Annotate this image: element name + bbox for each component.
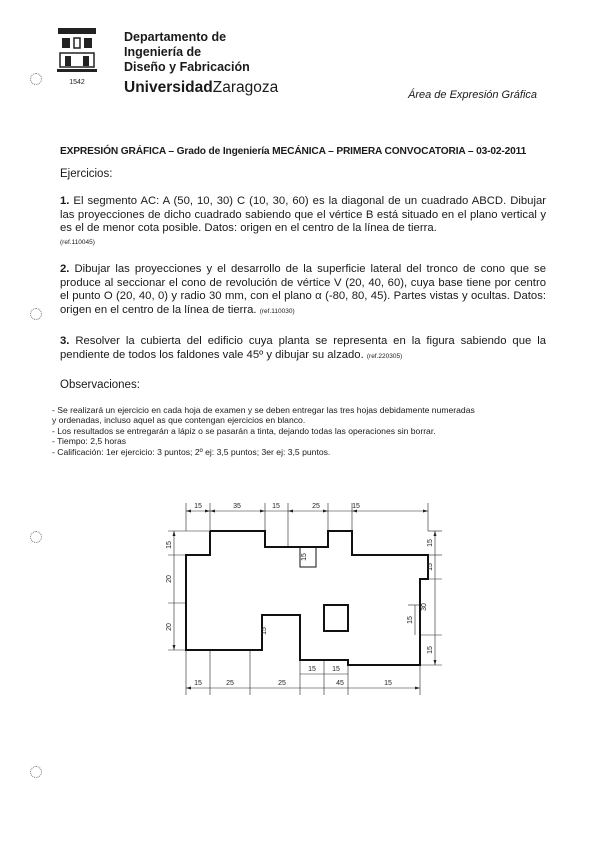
exam-title: EXPRESIÓN GRÁFICA – Grado de Ingeniería MECÁNICA – PRIMERA CONVOCATORIA – 03-02-2011: [60, 146, 527, 157]
list-item: y ordenadas, incluso aquel as que contengan ejercicios en blanco.: [52, 415, 306, 426]
list-item: - Los resultados se entregarán a lápiz o se pasarán a tinta, dejando todas las operaciones sin borrar.: [52, 425, 436, 436]
list-item: - Tiempo: 2,5 horas: [52, 436, 127, 447]
dimension-label: 15: [166, 541, 173, 549]
dimension-label: 35: [233, 503, 241, 510]
area-label: Área de Expresión Gráfica: [408, 89, 538, 101]
list-item: - Se realizará un ejercicio en cada hoja de examen y se deben entregar las tres hojas debidamente numeradas: [52, 405, 475, 415]
dimension-label: 20: [166, 575, 173, 583]
exercise-2: 2. Dibujar las proyecciones y el desarrollo de la superficie lateral del tronco de cono que se produce al seccionar el cono de revolución de vértice V (20, 40, 60), cuya base tiene por centro el punto O (20, 40, 0) y radio 30 mm, con el plano α (-80, 80, 45). Partes vistas y ocultas. Datos: origen en el centro de la línea de tierra. (ref.110030): [60, 263, 546, 316]
exercises-heading: Ejercicios:: [60, 168, 113, 180]
list-item: - Calificación: 1er ejercicio: 3 puntos; 2º ej: 3,5 puntos; 3er ej: 3,5 puntos.: [52, 446, 331, 457]
observations-list: [52, 405, 552, 457]
observations-heading: Observaciones:: [60, 379, 140, 391]
crest-year: 1542: [69, 79, 85, 86]
roof-plan-drawing: [160, 495, 450, 705]
dimension-label: 15: [301, 553, 308, 561]
dimension-label: 25: [278, 680, 286, 687]
dimension-label: 15: [352, 503, 360, 510]
dimension-label: 20: [166, 623, 173, 631]
exercise-1: 1. El segmento AC: A (50, 10, 30) C (10, 30, 60) es la diagonal de un cuadrado ABCD. Dibujar las proyecciones de dicho cuadrado sabiendo que el vértice B está situado en el plano vertical y es el de menor cota posible. Datos: origen en el centro de la línea de tierra. (ref.110045): [60, 195, 546, 246]
dimension-label: 15: [261, 627, 268, 635]
dimension-label: 15: [427, 563, 434, 571]
dimension-label: 15: [407, 616, 414, 624]
punch-hole-icon: [30, 308, 42, 320]
dimension-label: 30: [421, 603, 428, 611]
punch-hole-icon: [30, 766, 42, 778]
dimension-label: 25: [226, 680, 234, 687]
dimension-label: 25: [312, 503, 320, 510]
department-name: Departamento de Ingeniería de Diseño y Fabricación: [124, 30, 250, 74]
dimension-label: 15: [332, 666, 340, 673]
dimension-label: 15: [272, 503, 280, 510]
university-name: UniversidadZaragoza: [124, 79, 279, 96]
dimension-label: 15: [194, 503, 202, 510]
dimension-label: 15: [427, 646, 434, 654]
dimension-label: 15: [308, 666, 316, 673]
dimension-label: 45: [336, 680, 344, 687]
punch-hole-icon: [30, 73, 42, 85]
dimension-label: 15: [194, 680, 202, 687]
dimension-label: 15: [427, 539, 434, 547]
university-crest-icon: [52, 26, 102, 86]
dimension-label: 15: [384, 680, 392, 687]
punch-hole-icon: [30, 531, 42, 543]
exercise-3: 3. Resolver la cubierta del edificio cuya planta se representa en la figura sabiendo que la pendiente de todos los faldones vale 45º y dibujar su alzado. (ref.220305): [60, 335, 546, 361]
